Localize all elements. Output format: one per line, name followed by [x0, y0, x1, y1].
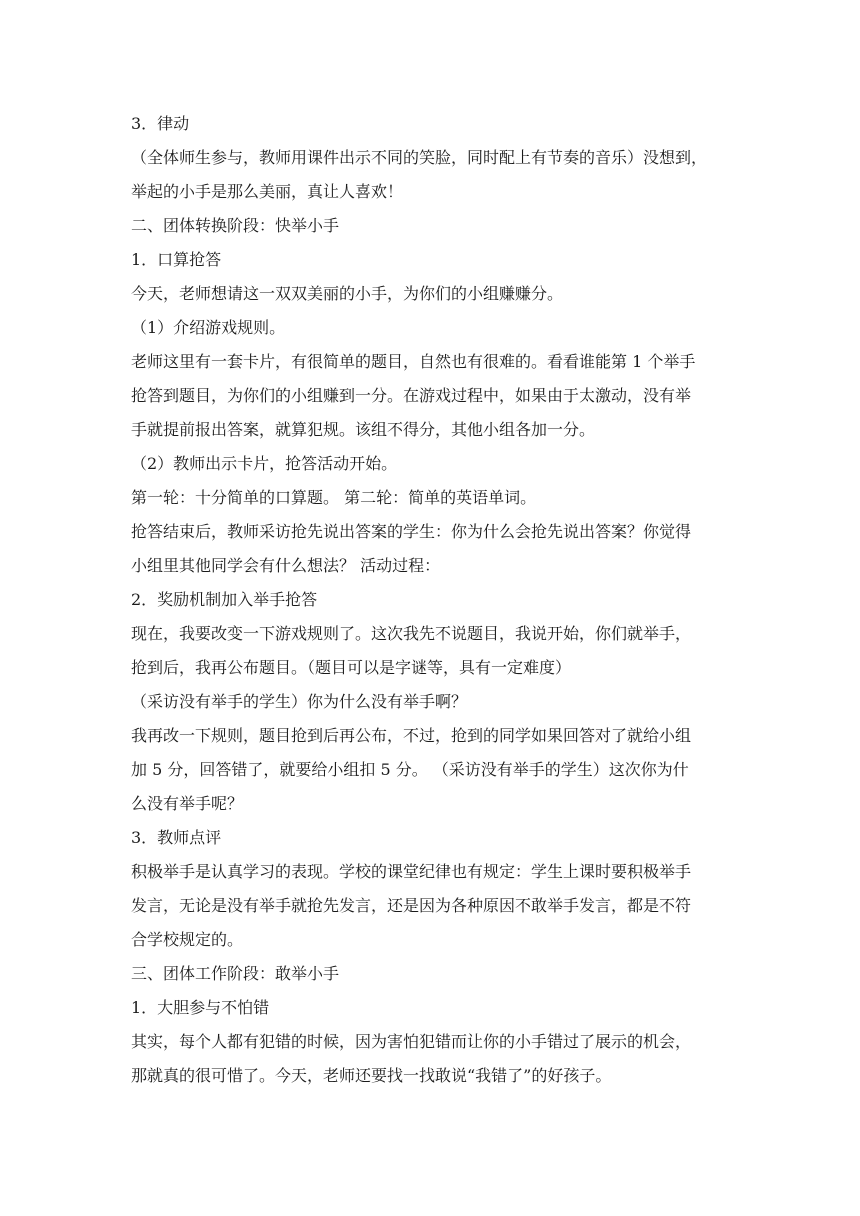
heading-teacher-comment: 3．教师点评 — [131, 828, 222, 847]
paragraph-line: 举起的小手是那么美丽，真让人喜欢！ — [131, 182, 404, 201]
paragraph-line: 那就真的很可惜了。今天，老师还要找一找敢说“我错了”的好孩子。 — [131, 1066, 612, 1085]
paragraph-line: 么没有举手呢？ — [131, 794, 244, 813]
section-heading-working: 三、团体工作阶段：敢举小手 — [131, 964, 340, 983]
paragraph-line: （全体师生参与，教师用课件出示不同的笑脸，同时配上有节奏的音乐）没想到， — [131, 148, 708, 167]
paragraph-line: 第一轮：十分简单的口算题。 第二轮：简单的英语单词。 — [131, 488, 537, 507]
paragraph-line: 小组里其他同学会有什么想法？ 活动过程： — [131, 556, 441, 575]
subheading-cards: （2）教师出示卡片，抢答活动开始。 — [131, 454, 398, 473]
document-body — [131, 107, 731, 1093]
paragraph-line: 手就提前报出答案，就算犯规。该组不得分，其他小组各加一分。 — [131, 420, 596, 439]
paragraph-line: 抢答到题目，为你们的小组赚到一分。在游戏过程中，如果由于太激动，没有举 — [131, 386, 692, 405]
paragraph-line: 其实，每个人都有犯错的时候，因为害怕犯错而让你的小手错过了展示的机会， — [131, 1032, 692, 1051]
paragraph-line: （采访没有举手的学生）你为什么没有举手啊？ — [131, 692, 468, 711]
paragraph-line: 发言，无论是没有举手就抢先发言，还是因为各种原因不敢举手发言，都是不符 — [131, 896, 692, 915]
paragraph-line: 合学校规定的。 — [131, 930, 244, 949]
paragraph-line: 加 5 分，回答错了，就要给小组扣 5 分。 （采访没有举手的学生）这次你为什 — [131, 760, 689, 779]
paragraph-line: 现在，我要改变一下游戏规则了。这次我先不说题目，我说开始，你们就举手， — [131, 624, 692, 643]
heading-oral-quiz: 1．口算抢答 — [131, 250, 222, 269]
paragraph-line: 今天，老师想请这一双双美丽的小手，为你们的小组赚赚分。 — [131, 284, 564, 303]
paragraph-line: 抢答结束后，教师采访抢先说出答案的学生：你为什么会抢先说出答案？你觉得 — [131, 522, 692, 541]
heading-dont-fear-mistakes: 1．大胆参与不怕错 — [131, 998, 270, 1017]
heading-reward-mechanism: 2．奖励机制加入举手抢答 — [131, 590, 318, 609]
paragraph-line: 积极举手是认真学习的表现。学校的课堂纪律也有规定：学生上课时要积极举手 — [131, 862, 692, 881]
heading-rhythm: 3．律动 — [131, 114, 190, 133]
paragraph-line: 老师这里有一套卡片，有很简单的题目，自然也有很难的。看看谁能第 1 个举手 — [131, 352, 696, 371]
paragraph-line: 抢到后，我再公布题目。（题目可以是字谜等，具有一定难度） — [131, 658, 572, 677]
paragraph-line: 我再改一下规则，题目抢到后再公布，不过，抢到的同学如果回答对了就给小组 — [131, 726, 692, 745]
section-heading-transition: 二、团体转换阶段：快举小手 — [131, 216, 340, 235]
subheading-rules: （1）介绍游戏规则。 — [131, 318, 286, 337]
